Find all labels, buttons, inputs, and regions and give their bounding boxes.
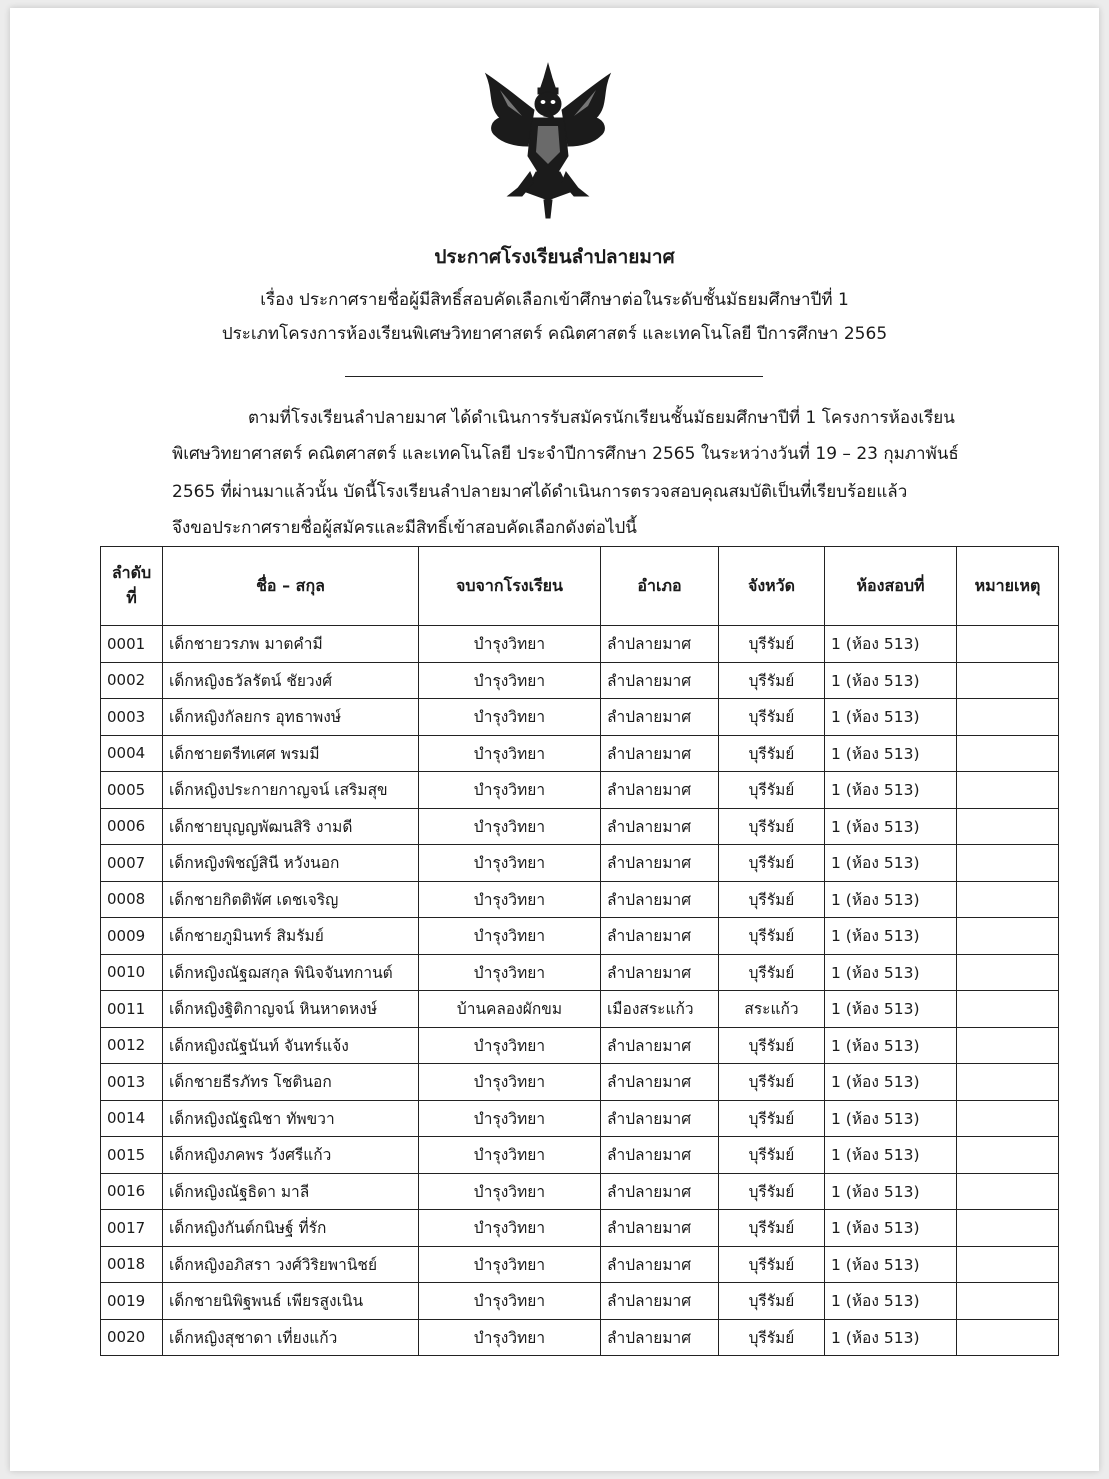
cell-name: เด็กหญิงกัลยกร อุทธาพงษ์ <box>163 699 419 736</box>
cell-district: ลำปลายมาศ <box>601 626 719 663</box>
cell-remark <box>957 808 1059 845</box>
table-row <box>101 772 1059 809</box>
cell-room: 1 (ห้อง 513) <box>825 1100 957 1137</box>
divider-line <box>345 376 763 377</box>
cell-name: เด็กชายธีรภัทร โชตินอก <box>163 1064 419 1101</box>
cell-district: ลำปลายมาศ <box>601 1100 719 1137</box>
cell-school: บำรุงวิทยา <box>419 1283 601 1320</box>
body-text-line-2: พิเศษวิทยาศาสตร์ คณิตศาสตร์ และเทคโนโลยี ประจำปีการศึกษา 2565 ในระหว่างวันที่ 19 – 23 กุมภาพันธ์ <box>172 444 959 464</box>
cell-district: ลำปลายมาศ <box>601 954 719 991</box>
cell-name: เด็กชายตรีทเศศ พรมมี <box>163 735 419 772</box>
cell-no: 0013 <box>101 1064 163 1101</box>
cell-district: ลำปลายมาศ <box>601 1064 719 1101</box>
cell-remark <box>957 1064 1059 1101</box>
cell-district: ลำปลายมาศ <box>601 1210 719 1247</box>
table-row <box>101 1100 1059 1137</box>
cell-no: 0017 <box>101 1210 163 1247</box>
cell-school: บำรุงวิทยา <box>419 1246 601 1283</box>
cell-name: เด็กชายวรภพ มาตคำมี <box>163 626 419 663</box>
cell-room: 1 (ห้อง 513) <box>825 1064 957 1101</box>
table-row <box>101 1210 1059 1247</box>
cell-school: บำรุงวิทยา <box>419 1064 601 1101</box>
table-row <box>101 808 1059 845</box>
header-district: อำเภอ <box>601 547 719 626</box>
table-header-row <box>101 547 1059 626</box>
cell-name: เด็กหญิงฐิติกาญจน์ หินหาดหงษ์ <box>163 991 419 1028</box>
cell-name: เด็กหญิงอภิสรา วงศ์วิริยพานิชย์ <box>163 1246 419 1283</box>
cell-school: บำรุงวิทยา <box>419 808 601 845</box>
cell-province: บุรีรัมย์ <box>719 1246 825 1283</box>
table-row <box>101 1173 1059 1210</box>
document-page <box>10 8 1099 1471</box>
cell-school: บำรุงวิทยา <box>419 845 601 882</box>
body-text-line-3: 2565 ที่ผ่านมาแล้วนั้น บัดนี้โรงเรียนลำปลายมาศได้ดำเนินการตรวจสอบคุณสมบัติเป็นที่เรียบร้อยแล้ว <box>172 482 908 502</box>
cell-province: บุรีรัมย์ <box>719 954 825 991</box>
cell-room: 1 (ห้อง 513) <box>825 845 957 882</box>
cell-school: บำรุงวิทยา <box>419 881 601 918</box>
cell-school: บำรุงวิทยา <box>419 772 601 809</box>
cell-name: เด็กหญิงภคพร วังศรีแก้ว <box>163 1137 419 1174</box>
cell-room: 1 (ห้อง 513) <box>825 808 957 845</box>
cell-school: บำรุงวิทยา <box>419 626 601 663</box>
cell-room: 1 (ห้อง 513) <box>825 699 957 736</box>
cell-school: บำรุงวิทยา <box>419 662 601 699</box>
cell-district: ลำปลายมาศ <box>601 1319 719 1356</box>
cell-no: 0015 <box>101 1137 163 1174</box>
body-text-line-1: ตามที่โรงเรียนลำปลายมาศ ได้ดำเนินการรับสมัครนักเรียนชั้นมัธยมศึกษาปีที่ 1 โครงการห้องเรียน <box>248 408 955 428</box>
cell-school: บำรุงวิทยา <box>419 918 601 955</box>
cell-room: 1 (ห้อง 513) <box>825 1319 957 1356</box>
cell-school: บำรุงวิทยา <box>419 1210 601 1247</box>
table-row <box>101 1319 1059 1356</box>
cell-province: บุรีรัมย์ <box>719 808 825 845</box>
header-no-line-2: ที่ <box>126 588 137 607</box>
cell-remark <box>957 662 1059 699</box>
cell-district: ลำปลายมาศ <box>601 662 719 699</box>
cell-name: เด็กชายกิตติพัศ เดชเจริญ <box>163 881 419 918</box>
cell-province: บุรีรัมย์ <box>719 918 825 955</box>
cell-district: ลำปลายมาศ <box>601 1246 719 1283</box>
candidate-table <box>100 546 1059 1356</box>
cell-room: 1 (ห้อง 513) <box>825 918 957 955</box>
cell-no: 0020 <box>101 1319 163 1356</box>
cell-remark <box>957 735 1059 772</box>
cell-room: 1 (ห้อง 513) <box>825 1283 957 1320</box>
cell-remark <box>957 1246 1059 1283</box>
table-row <box>101 1283 1059 1320</box>
cell-remark <box>957 1173 1059 1210</box>
cell-district: ลำปลายมาศ <box>601 881 719 918</box>
cell-no: 0004 <box>101 735 163 772</box>
table-row <box>101 1137 1059 1174</box>
table-row <box>101 954 1059 991</box>
cell-no: 0012 <box>101 1027 163 1064</box>
cell-school: บำรุงวิทยา <box>419 1319 601 1356</box>
cell-name: เด็กหญิงธวัลรัตน์ ชัยวงศ์ <box>163 662 419 699</box>
cell-name: เด็กหญิงณัฐนันท์ จันทร์แจ้ง <box>163 1027 419 1064</box>
garuda-emblem-icon <box>478 60 618 220</box>
cell-name: เด็กหญิงณัฐธิดา มาลี <box>163 1173 419 1210</box>
cell-remark <box>957 772 1059 809</box>
cell-province: บุรีรัมย์ <box>719 699 825 736</box>
cell-room: 1 (ห้อง 513) <box>825 1246 957 1283</box>
cell-room: 1 (ห้อง 513) <box>825 1173 957 1210</box>
table-row <box>101 626 1059 663</box>
cell-remark <box>957 1319 1059 1356</box>
cell-remark <box>957 991 1059 1028</box>
cell-district: ลำปลายมาศ <box>601 918 719 955</box>
cell-remark <box>957 1283 1059 1320</box>
cell-room: 1 (ห้อง 513) <box>825 1027 957 1064</box>
cell-no: 0001 <box>101 626 163 663</box>
cell-room: 1 (ห้อง 513) <box>825 662 957 699</box>
cell-room: 1 (ห้อง 513) <box>825 954 957 991</box>
cell-no: 0010 <box>101 954 163 991</box>
cell-province: บุรีรัมย์ <box>719 1137 825 1174</box>
cell-school: บำรุงวิทยา <box>419 1100 601 1137</box>
cell-remark <box>957 1027 1059 1064</box>
cell-no: 0003 <box>101 699 163 736</box>
cell-district: ลำปลายมาศ <box>601 735 719 772</box>
header-province: จังหวัด <box>719 547 825 626</box>
cell-no: 0008 <box>101 881 163 918</box>
cell-province: บุรีรัมย์ <box>719 1064 825 1101</box>
header-name: ชื่อ – สกุล <box>163 547 419 626</box>
table-row <box>101 1027 1059 1064</box>
cell-no: 0019 <box>101 1283 163 1320</box>
cell-province: บุรีรัมย์ <box>719 626 825 663</box>
cell-district: ลำปลายมาศ <box>601 1173 719 1210</box>
table-row <box>101 881 1059 918</box>
table-row <box>101 991 1059 1028</box>
announcement-title: ประกาศโรงเรียนลำปลายมาศ <box>434 246 675 268</box>
table-row <box>101 699 1059 736</box>
cell-province: บุรีรัมย์ <box>719 1210 825 1247</box>
header-no-line-1: ลำดับ <box>111 563 152 582</box>
cell-district: ลำปลายมาศ <box>601 699 719 736</box>
cell-school: บ้านคลองผักขม <box>419 991 601 1028</box>
cell-no: 0014 <box>101 1100 163 1137</box>
table-row <box>101 1064 1059 1101</box>
cell-name: เด็กหญิงณัฐณิชา ทัพขวา <box>163 1100 419 1137</box>
cell-province: บุรีรัมย์ <box>719 845 825 882</box>
table-row <box>101 662 1059 699</box>
cell-no: 0007 <box>101 845 163 882</box>
cell-room: 1 (ห้อง 513) <box>825 772 957 809</box>
cell-remark <box>957 699 1059 736</box>
cell-district: ลำปลายมาศ <box>601 772 719 809</box>
announcement-subject: เรื่อง ประกาศรายชื่อผู้มีสิทธิ์สอบคัดเลือกเข้าศึกษาต่อในระดับชั้นมัธยมศึกษาปีที่ 1 <box>260 290 849 310</box>
cell-province: บุรีรัมย์ <box>719 1027 825 1064</box>
header-room: ห้องสอบที่ <box>825 547 957 626</box>
cell-remark <box>957 626 1059 663</box>
cell-district: ลำปลายมาศ <box>601 1283 719 1320</box>
cell-school: บำรุงวิทยา <box>419 1137 601 1174</box>
cell-remark <box>957 1210 1059 1247</box>
body-text-line-4: จึงขอประกาศรายชื่อผู้สมัครและมีสิทธิ์เข้าสอบคัดเลือกดังต่อไปนี้ <box>172 518 637 538</box>
cell-remark <box>957 881 1059 918</box>
cell-province: บุรีรัมย์ <box>719 772 825 809</box>
cell-name: เด็กหญิงกันต์กนิษฐ์ ที่รัก <box>163 1210 419 1247</box>
header-remark: หมายเหตุ <box>957 547 1059 626</box>
cell-province: บุรีรัมย์ <box>719 1173 825 1210</box>
cell-province: สระแก้ว <box>719 991 825 1028</box>
cell-name: เด็กหญิงณัฐฌสกุล พินิจจันทกานต์ <box>163 954 419 991</box>
table-row <box>101 845 1059 882</box>
cell-province: บุรีรัมย์ <box>719 1319 825 1356</box>
cell-no: 0006 <box>101 808 163 845</box>
cell-name: เด็กชายบุญญพัฒนสิริ งามดี <box>163 808 419 845</box>
cell-district: ลำปลายมาศ <box>601 1027 719 1064</box>
cell-no: 0011 <box>101 991 163 1028</box>
cell-province: บุรีรัมย์ <box>719 1100 825 1137</box>
header-no <box>101 547 163 626</box>
cell-district: เมืองสระแก้ว <box>601 991 719 1028</box>
header-school: จบจากโรงเรียน <box>419 547 601 626</box>
cell-name: เด็กชายนิพิฐพนธ์ เพียรสูงเนิน <box>163 1283 419 1320</box>
cell-district: ลำปลายมาศ <box>601 1137 719 1174</box>
cell-province: บุรีรัมย์ <box>719 735 825 772</box>
table-row <box>101 1246 1059 1283</box>
cell-province: บุรีรัมย์ <box>719 662 825 699</box>
cell-name: เด็กชายภูมินทร์ สิมรัมย์ <box>163 918 419 955</box>
cell-school: บำรุงวิทยา <box>419 1027 601 1064</box>
cell-name: เด็กหญิงประกายกาญจน์ เสริมสุข <box>163 772 419 809</box>
cell-room: 1 (ห้อง 513) <box>825 735 957 772</box>
table-body <box>101 626 1059 1356</box>
table-row <box>101 735 1059 772</box>
cell-remark <box>957 918 1059 955</box>
cell-district: ลำปลายมาศ <box>601 808 719 845</box>
cell-name: เด็กหญิงพิชญ์สินี หวังนอก <box>163 845 419 882</box>
cell-room: 1 (ห้อง 513) <box>825 881 957 918</box>
cell-no: 0018 <box>101 1246 163 1283</box>
cell-name: เด็กหญิงสุชาดา เที่ยงแก้ว <box>163 1319 419 1356</box>
table-row <box>101 918 1059 955</box>
cell-school: บำรุงวิทยา <box>419 954 601 991</box>
cell-district: ลำปลายมาศ <box>601 845 719 882</box>
cell-no: 0002 <box>101 662 163 699</box>
cell-room: 1 (ห้อง 513) <box>825 1137 957 1174</box>
cell-no: 0005 <box>101 772 163 809</box>
cell-no: 0016 <box>101 1173 163 1210</box>
cell-province: บุรีรัมย์ <box>719 881 825 918</box>
announcement-program: ประเภทโครงการห้องเรียนพิเศษวิทยาศาสตร์ คณิตศาสตร์ และเทคโนโลยี ปีการศึกษา 2565 <box>221 324 888 344</box>
cell-school: บำรุงวิทยา <box>419 1173 601 1210</box>
cell-school: บำรุงวิทยา <box>419 699 601 736</box>
cell-remark <box>957 954 1059 991</box>
cell-remark <box>957 845 1059 882</box>
cell-remark <box>957 1100 1059 1137</box>
cell-remark <box>957 1137 1059 1174</box>
cell-room: 1 (ห้อง 513) <box>825 626 957 663</box>
cell-room: 1 (ห้อง 513) <box>825 991 957 1028</box>
cell-room: 1 (ห้อง 513) <box>825 1210 957 1247</box>
cell-no: 0009 <box>101 918 163 955</box>
cell-school: บำรุงวิทยา <box>419 735 601 772</box>
cell-province: บุรีรัมย์ <box>719 1283 825 1320</box>
